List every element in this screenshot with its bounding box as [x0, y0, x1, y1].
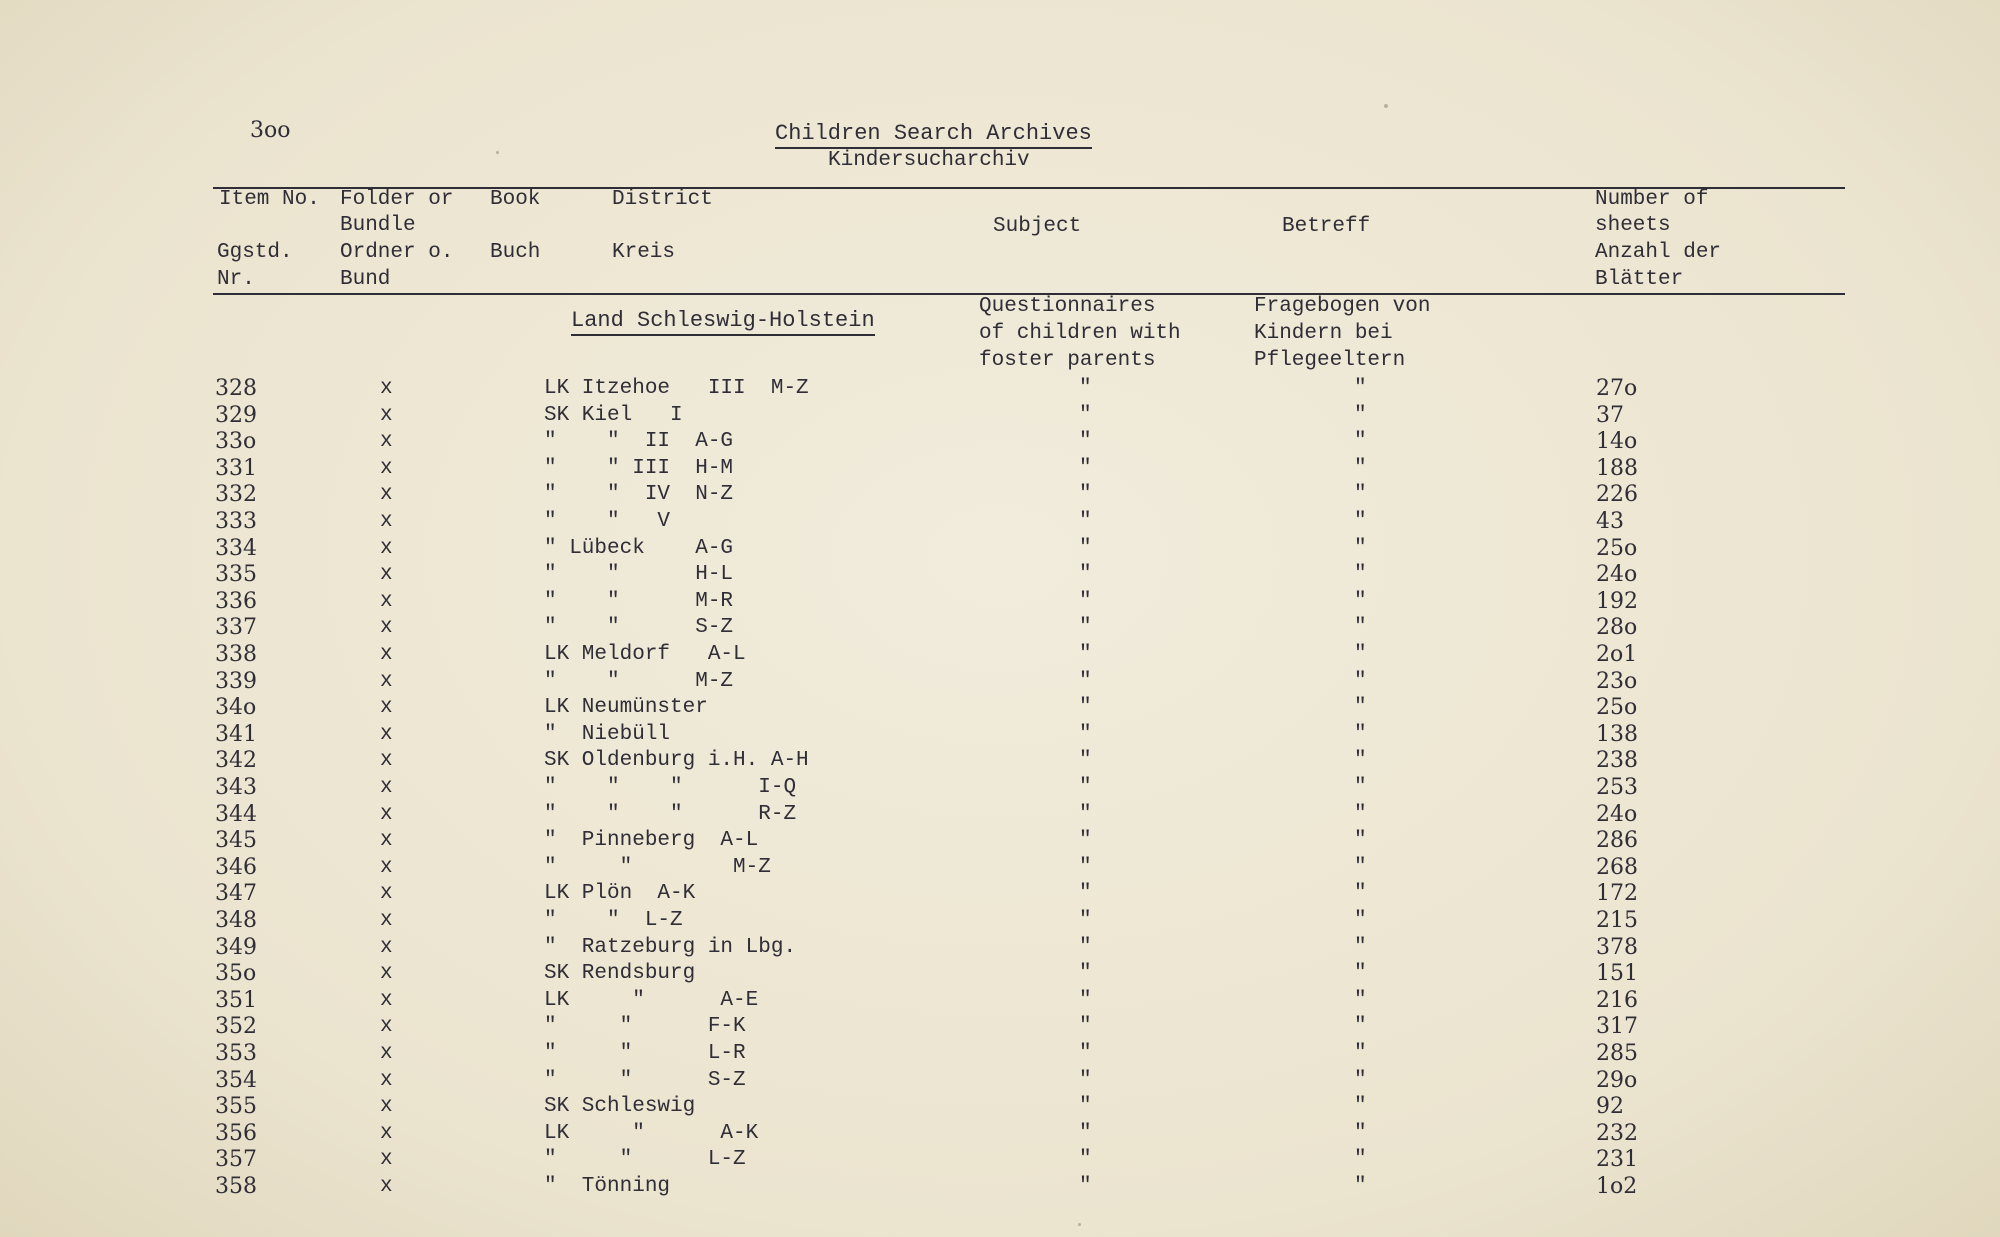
subject-ditto: "	[1079, 1148, 1092, 1171]
folder-mark: x	[380, 563, 393, 586]
header-buch: Buch	[490, 241, 541, 264]
section-betreff-line-1: Fragebogen von	[1254, 295, 1431, 318]
item-number: 345	[215, 828, 257, 853]
subject-ditto: "	[1079, 1015, 1092, 1038]
district-name: " " L-Z	[544, 909, 683, 932]
item-number: 336	[215, 589, 257, 614]
betreff-ditto: "	[1354, 457, 1367, 480]
item-number: 339	[215, 669, 257, 694]
header-sheets-3: Anzahl der	[1595, 241, 1722, 264]
sheet-count: 232	[1596, 1121, 1638, 1146]
subject-ditto: "	[1079, 1042, 1092, 1065]
subject-ditto: "	[1079, 430, 1092, 453]
sheet-count: 253	[1596, 775, 1638, 800]
header-ggstd: Ggstd.	[217, 241, 293, 264]
sheet-count: 226	[1596, 482, 1638, 507]
sheet-count: 192	[1596, 589, 1638, 614]
sheet-count: 24o	[1596, 802, 1638, 827]
sheet-count: 188	[1596, 456, 1638, 481]
subject-ditto: "	[1079, 989, 1092, 1012]
district-name: " " " I-Q	[544, 776, 797, 799]
betreff-ditto: "	[1354, 1069, 1367, 1092]
subject-ditto: "	[1079, 696, 1092, 719]
sheet-count: 138	[1596, 722, 1638, 747]
district-name: LK Meldorf A-L	[544, 643, 746, 666]
betreff-ditto: "	[1354, 856, 1367, 879]
sheet-count: 25o	[1596, 695, 1638, 720]
betreff-ditto: "	[1354, 1148, 1367, 1171]
item-number: 354	[215, 1068, 257, 1093]
sheet-count: 37	[1596, 403, 1624, 428]
sheet-count: 216	[1596, 988, 1638, 1013]
header-sheets-4: Blätter	[1595, 268, 1684, 291]
district-name: " " H-L	[544, 563, 734, 586]
header-kreis: Kreis	[612, 241, 676, 264]
subject-ditto: "	[1079, 776, 1092, 799]
header-subject: Subject	[993, 215, 1082, 238]
subject-ditto: "	[1079, 803, 1092, 826]
betreff-ditto: "	[1354, 1122, 1367, 1145]
sheet-count: 25o	[1596, 536, 1638, 561]
header-district: District	[612, 188, 713, 211]
paper-speck	[1384, 104, 1388, 108]
subject-ditto: "	[1079, 590, 1092, 613]
header-book: Book	[490, 188, 541, 211]
subject-ditto: "	[1079, 404, 1092, 427]
district-name: " " M-R	[544, 590, 734, 613]
betreff-ditto: "	[1354, 1015, 1367, 1038]
item-number: 347	[215, 881, 257, 906]
item-number: 337	[215, 615, 257, 640]
item-number: 355	[215, 1094, 257, 1119]
item-number: 333	[215, 509, 257, 534]
item-number: 352	[215, 1014, 257, 1039]
district-name: " Niebüll	[544, 723, 671, 746]
sheet-count: 27o	[1596, 376, 1638, 401]
subject-ditto: "	[1079, 1069, 1092, 1092]
district-name: " Ratzeburg in Lbg.	[544, 936, 797, 959]
item-number: 341	[215, 722, 257, 747]
paper-speck	[1078, 1223, 1081, 1226]
betreff-ditto: "	[1354, 696, 1367, 719]
betreff-ditto: "	[1354, 616, 1367, 639]
folder-mark: x	[380, 1122, 393, 1145]
district-name: " Pinneberg A-L	[544, 829, 759, 852]
folder-mark: x	[380, 1015, 393, 1038]
folder-mark: x	[380, 989, 393, 1012]
folder-mark: x	[380, 377, 393, 400]
item-number: 342	[215, 748, 257, 773]
district-name: " " M-Z	[544, 856, 771, 879]
district-name: " " III H-M	[544, 457, 734, 480]
betreff-ditto: "	[1354, 1095, 1367, 1118]
district-name: " " II A-G	[544, 430, 734, 453]
betreff-ditto: "	[1354, 430, 1367, 453]
page-subtitle: Kindersucharchiv	[828, 149, 1030, 172]
folder-mark: x	[380, 1069, 393, 1092]
item-number: 357	[215, 1147, 257, 1172]
subject-ditto: "	[1079, 377, 1092, 400]
item-number: 335	[215, 562, 257, 587]
district-name: LK " A-E	[544, 989, 759, 1012]
district-name: " " M-Z	[544, 670, 734, 693]
folder-mark: x	[380, 483, 393, 506]
betreff-ditto: "	[1354, 510, 1367, 533]
header-bundle: Bundle	[340, 214, 416, 237]
betreff-ditto: "	[1354, 537, 1367, 560]
page-number: 3oo	[250, 118, 291, 143]
header-bund: Bund	[340, 268, 391, 291]
betreff-ditto: "	[1354, 670, 1367, 693]
betreff-ditto: "	[1354, 1175, 1367, 1198]
folder-mark: x	[380, 829, 393, 852]
betreff-ditto: "	[1354, 1042, 1367, 1065]
district-name: SK Rendsburg	[544, 962, 696, 985]
folder-mark: x	[380, 749, 393, 772]
betreff-ditto: "	[1354, 749, 1367, 772]
sheet-count: 24o	[1596, 562, 1638, 587]
district-name: " " S-Z	[544, 1069, 746, 1092]
item-number: 346	[215, 855, 257, 880]
sheet-count: 285	[1596, 1041, 1638, 1066]
subject-ditto: "	[1079, 1122, 1092, 1145]
item-number: 343	[215, 775, 257, 800]
betreff-ditto: "	[1354, 909, 1367, 932]
section-betreff-line-2: Kindern bei	[1254, 322, 1393, 345]
district-name: SK Kiel I	[544, 404, 683, 427]
subject-ditto: "	[1079, 856, 1092, 879]
item-number: 349	[215, 935, 257, 960]
folder-mark: x	[380, 457, 393, 480]
betreff-ditto: "	[1354, 404, 1367, 427]
district-name: LK " A-K	[544, 1122, 759, 1145]
district-name: LK Plön A-K	[544, 882, 696, 905]
sheet-count: 317	[1596, 1014, 1638, 1039]
betreff-ditto: "	[1354, 563, 1367, 586]
item-number: 348	[215, 908, 257, 933]
header-betreff: Betreff	[1282, 215, 1371, 238]
section-subject-line-3: foster parents	[979, 349, 1156, 372]
district-name: " " S-Z	[544, 616, 734, 639]
sheet-count: 43	[1596, 509, 1624, 534]
sheet-count: 151	[1596, 961, 1638, 986]
header-sheets-2: sheets	[1595, 214, 1671, 237]
betreff-ditto: "	[1354, 803, 1367, 826]
betreff-ditto: "	[1354, 936, 1367, 959]
folder-mark: x	[380, 936, 393, 959]
folder-mark: x	[380, 510, 393, 533]
folder-mark: x	[380, 1042, 393, 1065]
section-betreff-line-3: Pflegeeltern	[1254, 349, 1406, 372]
section-subject-line-1: Questionnaires	[979, 295, 1156, 318]
subject-ditto: "	[1079, 643, 1092, 666]
header-ordner: Ordner o.	[340, 241, 454, 264]
subject-ditto: "	[1079, 510, 1092, 533]
section-land-heading: Land Schleswig-Holstein	[571, 308, 875, 336]
sheet-count: 2o1	[1596, 642, 1638, 667]
folder-mark: x	[380, 856, 393, 879]
subject-ditto: "	[1079, 829, 1092, 852]
folder-mark: x	[380, 1175, 393, 1198]
item-number: 338	[215, 642, 257, 667]
folder-mark: x	[380, 803, 393, 826]
subject-ditto: "	[1079, 457, 1092, 480]
betreff-ditto: "	[1354, 989, 1367, 1012]
subject-ditto: "	[1079, 1175, 1092, 1198]
betreff-ditto: "	[1354, 483, 1367, 506]
folder-mark: x	[380, 696, 393, 719]
subject-ditto: "	[1079, 670, 1092, 693]
section-subject-line-2: of children with	[979, 322, 1181, 345]
folder-mark: x	[380, 537, 393, 560]
betreff-ditto: "	[1354, 723, 1367, 746]
betreff-ditto: "	[1354, 377, 1367, 400]
item-number: 344	[215, 802, 257, 827]
sheet-count: 268	[1596, 855, 1638, 880]
item-number: 33o	[215, 429, 257, 454]
folder-mark: x	[380, 670, 393, 693]
subject-ditto: "	[1079, 749, 1092, 772]
item-number: 353	[215, 1041, 257, 1066]
item-number: 35o	[215, 961, 257, 986]
district-name: " Tönning	[544, 1175, 671, 1198]
district-name: " " L-Z	[544, 1148, 746, 1171]
district-name: SK Oldenburg i.H. A-H	[544, 749, 809, 772]
betreff-ditto: "	[1354, 776, 1367, 799]
folder-mark: x	[380, 723, 393, 746]
sheet-count: 23o	[1596, 669, 1638, 694]
folder-mark: x	[380, 1095, 393, 1118]
subject-ditto: "	[1079, 723, 1092, 746]
item-number: 329	[215, 403, 257, 428]
sheet-count: 238	[1596, 748, 1638, 773]
district-name: " Lübeck A-G	[544, 537, 734, 560]
sheet-count: 172	[1596, 881, 1638, 906]
folder-mark: x	[380, 404, 393, 427]
page-title: Children Search Archives	[775, 121, 1092, 149]
district-name: " " F-K	[544, 1015, 746, 1038]
folder-mark: x	[380, 776, 393, 799]
header-nr: Nr.	[217, 268, 255, 291]
district-name: " " V	[544, 510, 671, 533]
sheet-count: 14o	[1596, 429, 1638, 454]
subject-ditto: "	[1079, 882, 1092, 905]
item-number: 356	[215, 1121, 257, 1146]
item-number: 34o	[215, 695, 257, 720]
folder-mark: x	[380, 590, 393, 613]
subject-ditto: "	[1079, 909, 1092, 932]
district-name: " " IV N-Z	[544, 483, 734, 506]
subject-ditto: "	[1079, 1095, 1092, 1118]
sheet-count: 378	[1596, 935, 1638, 960]
folder-mark: x	[380, 643, 393, 666]
betreff-ditto: "	[1354, 829, 1367, 852]
betreff-ditto: "	[1354, 590, 1367, 613]
folder-mark: x	[380, 909, 393, 932]
sheet-count: 92	[1596, 1094, 1624, 1119]
sheet-count: 1o2	[1596, 1174, 1638, 1199]
header-item-no: Item No.	[219, 188, 320, 211]
item-number: 351	[215, 988, 257, 1013]
district-name: SK Schleswig	[544, 1095, 696, 1118]
subject-ditto: "	[1079, 962, 1092, 985]
district-name: " " " R-Z	[544, 803, 797, 826]
betreff-ditto: "	[1354, 962, 1367, 985]
subject-ditto: "	[1079, 936, 1092, 959]
district-name: LK Neumünster	[544, 696, 708, 719]
subject-ditto: "	[1079, 537, 1092, 560]
folder-mark: x	[380, 430, 393, 453]
item-number: 331	[215, 456, 257, 481]
item-number: 334	[215, 536, 257, 561]
folder-mark: x	[380, 882, 393, 905]
district-name: LK Itzehoe III M-Z	[544, 377, 809, 400]
folder-mark: x	[380, 616, 393, 639]
sheet-count: 231	[1596, 1147, 1638, 1172]
sheet-count: 215	[1596, 908, 1638, 933]
item-number: 332	[215, 482, 257, 507]
header-folder: Folder or	[340, 188, 454, 211]
folder-mark: x	[380, 962, 393, 985]
paper-speck	[496, 151, 499, 154]
folder-mark: x	[380, 1148, 393, 1171]
item-number: 328	[215, 376, 257, 401]
betreff-ditto: "	[1354, 643, 1367, 666]
item-number: 358	[215, 1174, 257, 1199]
district-name: " " L-R	[544, 1042, 746, 1065]
sheet-count: 286	[1596, 828, 1638, 853]
betreff-ditto: "	[1354, 882, 1367, 905]
sheet-count: 28o	[1596, 615, 1638, 640]
subject-ditto: "	[1079, 563, 1092, 586]
header-sheets-1: Number of	[1595, 188, 1709, 211]
sheet-count: 29o	[1596, 1068, 1638, 1093]
subject-ditto: "	[1079, 483, 1092, 506]
subject-ditto: "	[1079, 616, 1092, 639]
